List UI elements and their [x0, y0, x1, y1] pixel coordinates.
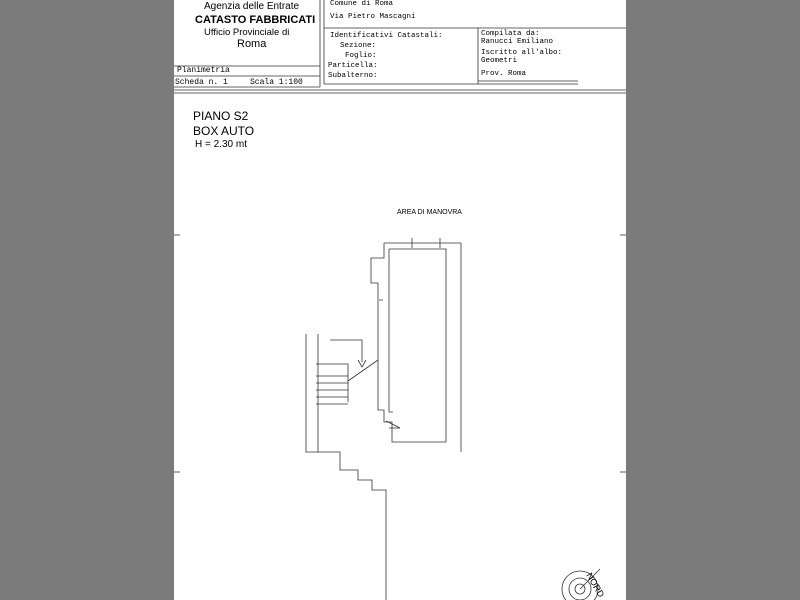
street-address: Via Pietro Mascagni [330, 13, 416, 21]
scale-label: Scala 1:100 [250, 78, 303, 87]
comune-label: Comune di Roma [330, 0, 394, 8]
maneuver-area-label: AREA DI MANOVRA [397, 209, 462, 216]
office-city: Roma [237, 38, 267, 50]
subalterno-label: Subalterno: [328, 72, 378, 80]
province-label: Prov. Roma [481, 70, 527, 78]
particella-label: Particella: [328, 62, 378, 70]
iscritto-label: Iscritto all'albo: [481, 49, 563, 57]
height-label: H = 2.30 mt [195, 139, 247, 150]
sezione-label: Sezione: [340, 42, 377, 50]
north-label: NORD [584, 571, 607, 599]
foglio-label: Foglio: [345, 52, 377, 60]
floor-label: PIANO S2 [193, 109, 249, 123]
use-label: BOX AUTO [193, 124, 255, 138]
compilata-value: Ranucci Emiliano [481, 38, 554, 46]
registry-title: CATASTO FABBRICATI [195, 14, 316, 26]
agency-name: Agenzia delle Entrate [204, 1, 300, 12]
iscritto-value: Geometri [481, 57, 518, 65]
planimetria-label: Planimetria [177, 66, 230, 75]
office-name: Ufficio Provinciale di [204, 27, 290, 38]
identificativi-title: Identificativi Catastali: [330, 32, 443, 40]
scheda-number: Scheda n. 1 [175, 78, 228, 87]
compilata-label: Compilata da: [481, 30, 540, 38]
